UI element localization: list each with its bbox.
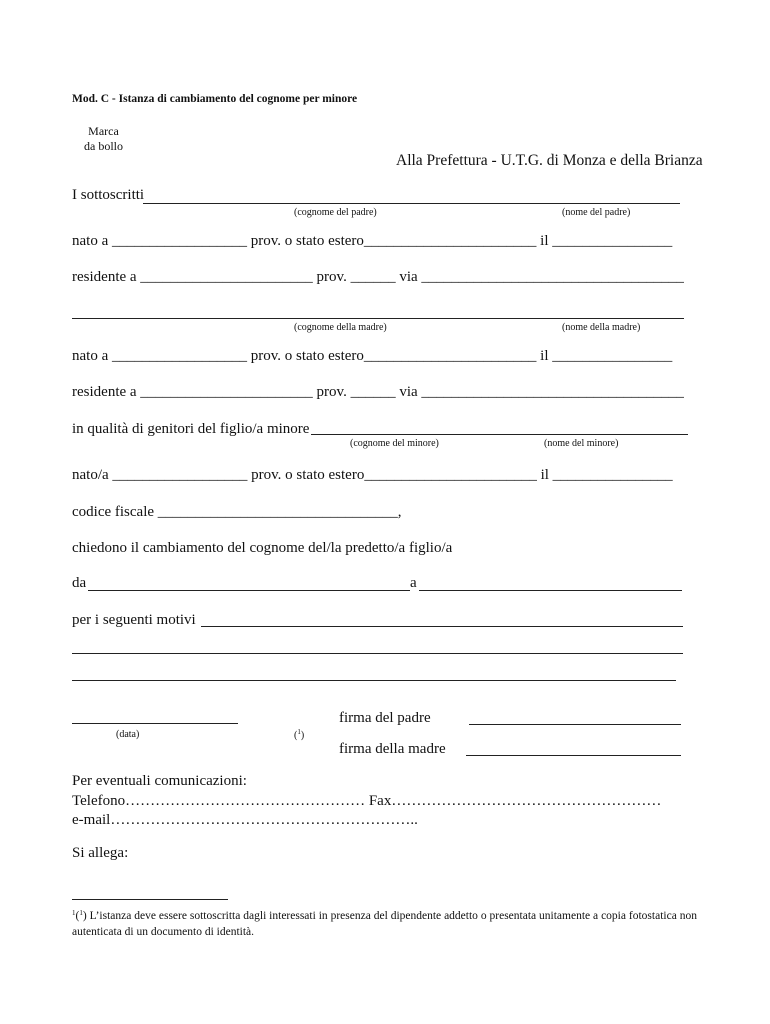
minor-name-caption: (nome del minore) (544, 438, 619, 449)
form-title: Mod. C - Istanza di cambiamento del cognome per minore (72, 93, 358, 105)
mother-signature-field[interactable] (466, 755, 681, 756)
minor-name-field[interactable] (311, 434, 688, 435)
father-name-caption: (nome del padre) (562, 207, 631, 218)
surname-to-label: a (410, 575, 417, 591)
undersigned-label: I sottoscritti (72, 187, 145, 203)
footnote-inner-mark: 1 (79, 909, 83, 917)
father-name-field[interactable] (143, 203, 680, 204)
minor-birth-line[interactable]: nato/a __________________ prov. o stato estero_______________________ il ________________ (72, 467, 673, 483)
father-signature-label: firma del padre (339, 710, 431, 726)
stamp-label-line2: da bollo (84, 139, 123, 153)
minor-label: in qualità di genitori del figlio/a minore (72, 421, 310, 437)
footnote-reference: ($^1$) (294, 728, 305, 741)
mother-name-caption: (nome della madre) (562, 322, 641, 333)
recipient-line: Alla Prefettura - U.T.G. di Monza e della Brianza (396, 152, 703, 169)
mother-name-field[interactable] (72, 318, 684, 319)
father-surname-caption: (cognome del padre) (294, 207, 377, 218)
tax-code-line[interactable]: codice fiscale ________________________________, (72, 504, 402, 520)
surname-from-field[interactable] (88, 590, 410, 591)
surname-to-field[interactable] (419, 590, 682, 591)
attachments-label: Si allega: (72, 845, 129, 861)
reasons-field-line3[interactable] (72, 680, 676, 681)
reasons-field-line1[interactable] (201, 626, 683, 627)
footnote-text: L’istanza deve essere sottoscritta dagli interessati in presenza del dipendente addetto o presentata unitamente a copia fotostatica non autenticata di un documento di identità. (72, 910, 697, 938)
minor-surname-caption: (cognome del minore) (350, 438, 439, 449)
phone-fax-line[interactable]: Telefono………………………………………… Fax……………………………………………… (72, 793, 662, 809)
contacts-heading: Per eventuali comunicazioni: (72, 773, 247, 789)
request-statement: chiedono il cambiamento del cognome del/la predetto/a figlio/a (72, 540, 453, 556)
date-caption: (data) (116, 729, 140, 740)
stamp-label-line1: Marca (88, 124, 119, 138)
mother-surname-caption: (cognome della madre) (294, 322, 387, 333)
surname-from-label: da (72, 575, 87, 591)
reasons-field-line2[interactable] (72, 653, 683, 654)
mother-residence-line[interactable]: residente a _______________________ prov. ______ via ___________________________________ (72, 384, 684, 400)
footnote-reference-number: 1 (297, 728, 301, 736)
footnote: $^1$($^1$) L’istanza deve essere sottoscritta dagli interessati in presenza del dipendente addetto o presentata unitamente a copia fotostatica non autenticata di un documento di identità. (72, 909, 697, 938)
footnote-mark: 1 (72, 909, 76, 917)
father-birth-line[interactable]: nato a __________________ prov. o stato estero_______________________ il ________________ (72, 233, 673, 249)
email-line[interactable]: e-mail…………………………………………………….. (72, 812, 418, 828)
mother-birth-line[interactable]: nato a __________________ prov. o stato estero_______________________ il ________________ (72, 348, 673, 364)
mother-signature-label: firma della madre (339, 741, 446, 757)
father-residence-line[interactable]: residente a _______________________ prov. ______ via ___________________________________ (72, 269, 684, 285)
footnote-separator (72, 899, 228, 900)
father-signature-field[interactable] (469, 724, 681, 725)
reasons-label: per i seguenti motivi (72, 612, 196, 628)
date-field[interactable] (72, 723, 238, 724)
revenue-stamp-box (84, 124, 123, 154)
